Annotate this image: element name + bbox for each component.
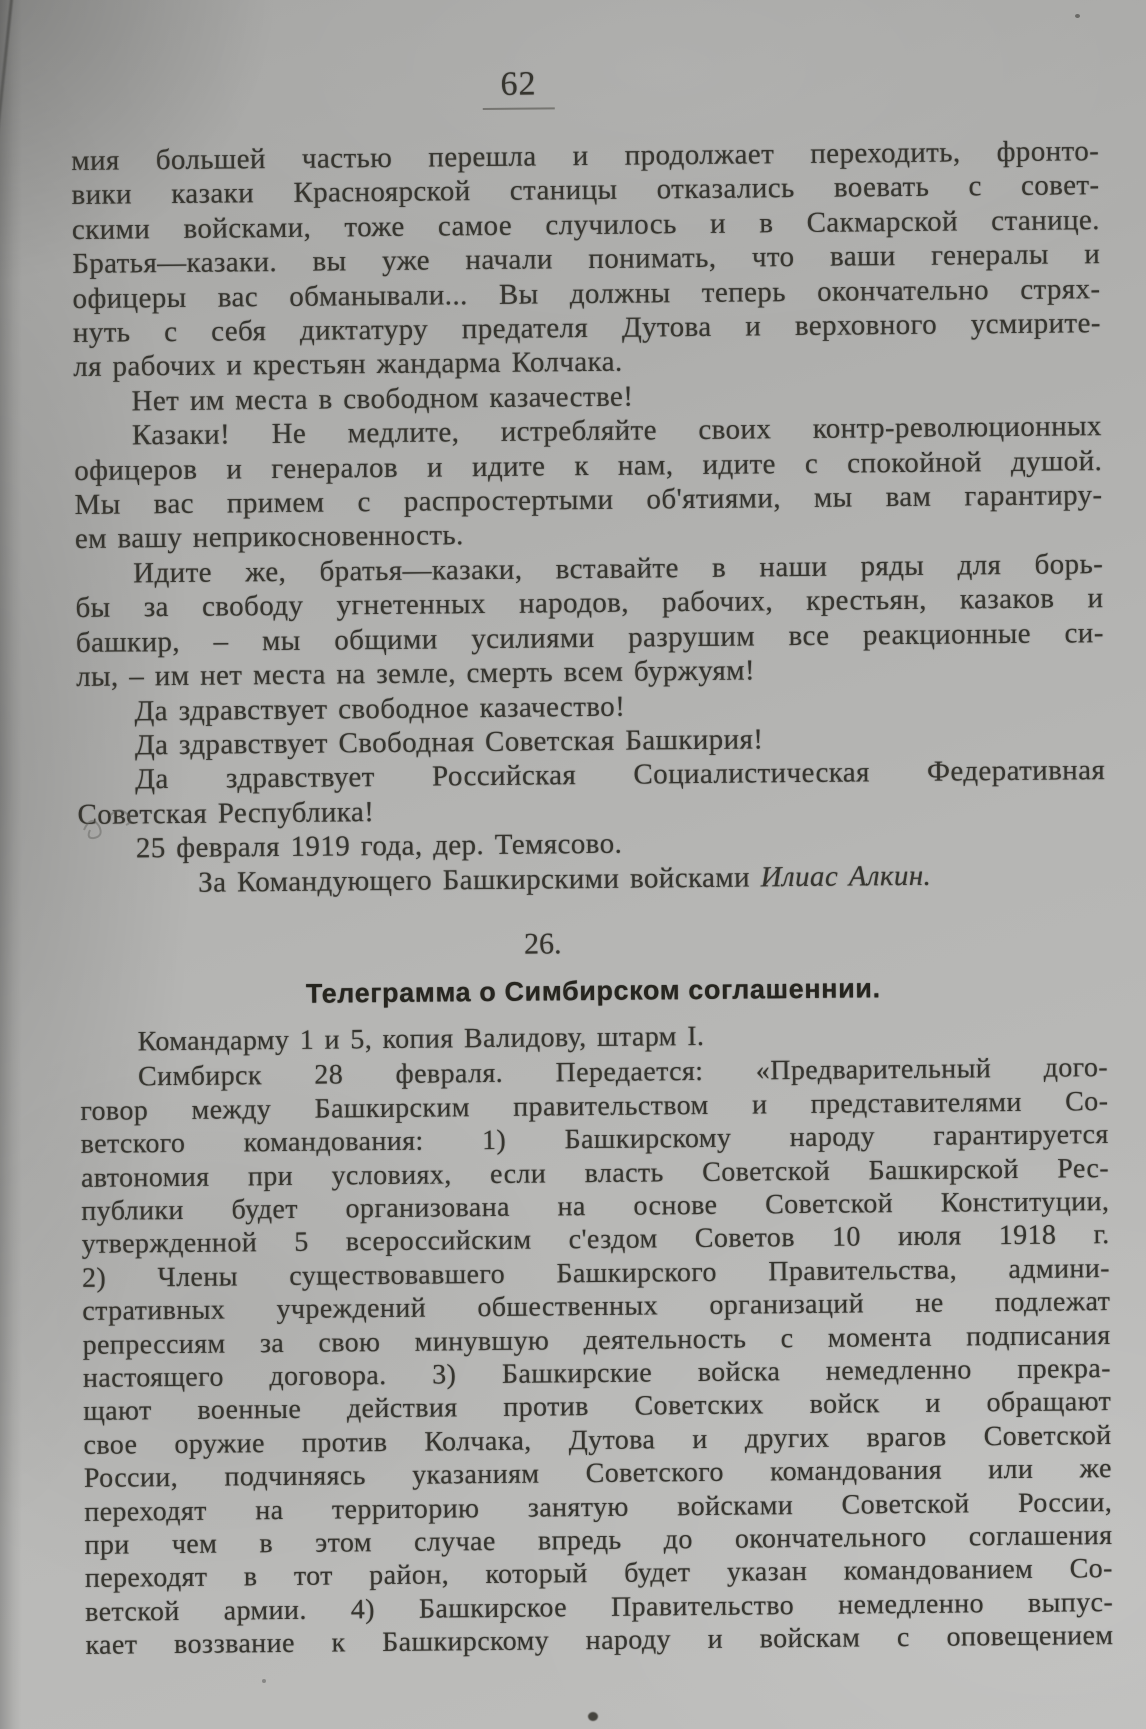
text-line: ля рабочих и крестьян жандарма Колчака. bbox=[73, 346, 623, 384]
text-line: скими войсками, тоже самое случилось и в Сакмарской станице. bbox=[71, 203, 1101, 246]
text-line: настоящего договора. 3) Башкирские войска немедленно прекра- bbox=[82, 1353, 1112, 1394]
telegram-heading: Телеграмма о Симбирском соглашеннии. bbox=[305, 973, 881, 1009]
text-line: Нет им места в свободном казачестве! bbox=[131, 380, 634, 418]
text-line: Казаки! Не медлите, истребляйте своих контр-революционных bbox=[131, 410, 1103, 452]
text-line: публики будет организована на основе Советской Конституции, bbox=[81, 1186, 1110, 1227]
text-line: переходят в тот район, который будет указан командованием Со- bbox=[84, 1553, 1113, 1595]
text-line: свое оружие против Колчака, Дутова и других врагов Советской bbox=[83, 1419, 1112, 1461]
page-number: 62 bbox=[500, 65, 537, 103]
text-line: России, подчиняясь указаниям Советского командования или же bbox=[83, 1453, 1113, 1495]
text-line: Мы вас примем с распростертыми об'ятиями, мы вам гарантиру- bbox=[74, 479, 1103, 522]
signature-name: Илиас Алкин. bbox=[760, 859, 932, 893]
page-header bbox=[4, 60, 1032, 115]
proclamation-text bbox=[71, 134, 1106, 866]
text-line: Братья—казаки. вы уже начали понимать, что ваши генералы и bbox=[72, 238, 1101, 281]
telegram-text bbox=[80, 1051, 1114, 1662]
signature-prefix: За Командующего Башкирскими войсками bbox=[198, 861, 751, 899]
telegram-address-line: Командарму 1 и 5, копия Валидову, штарм I. bbox=[137, 1020, 705, 1058]
text-line: бы за свободу угнетенных народов, рабочих, крестьян, казаков и bbox=[75, 582, 1104, 625]
text-line: ем вашу неприкосновенность. bbox=[74, 519, 464, 556]
text-line: утвержденной 5 всероссийским с'ездом Советов 10 июля 1918 г. bbox=[81, 1219, 1110, 1261]
text-line: репрессиям за свою минувшую деятельность с момента подписания bbox=[82, 1319, 1111, 1361]
pencil-scribble bbox=[80, 796, 142, 848]
text-line: кает воззвание к Башкирскому народу и войскам с оповещением bbox=[85, 1620, 1114, 1662]
page-content bbox=[70, 59, 1113, 1662]
text-line: Советская Республика! bbox=[77, 795, 375, 831]
ink-dot bbox=[588, 1712, 598, 1721]
text-line: офицеры вас обманывали... Вы должны теперь окончательно стрях- bbox=[72, 272, 1101, 315]
text-line: нуть с себя диктатуру предателя Дутова и верховного усмирите- bbox=[72, 307, 1102, 349]
text-line: Идите же, братья—казаки, вставайте в наши ряды для борь- bbox=[133, 547, 1104, 590]
text-line: офицеров и генералов и идите к нам, идите с спокойной душой. bbox=[74, 444, 1103, 487]
text-line: переходят на территорию занятую войсками Советской России, bbox=[84, 1486, 1113, 1528]
text-line: мия большей частью перешла и продолжает переходить, фронто- bbox=[71, 135, 1100, 177]
page-number-rule bbox=[483, 107, 555, 110]
text-line: 25 февраля 1919 года, дер. Темясово. bbox=[135, 827, 623, 865]
text-line: ветского командования: 1) Башкирскому народу гарантируется bbox=[80, 1119, 1109, 1161]
text-line: автономия при условиях, если власть Советской Башкирской Рес- bbox=[80, 1152, 1110, 1194]
paper-speck bbox=[262, 1679, 266, 1683]
text-line: Симбирск 28 февраля. Передается: «Предварительный дого- bbox=[137, 1052, 1109, 1093]
text-line: Да здравствует свободное казачество! bbox=[134, 690, 626, 727]
paper-speck bbox=[1075, 14, 1080, 18]
text-line: 2) Члены существовавшего Башкирского Правительства, админи- bbox=[81, 1252, 1111, 1294]
page-edge-shadow bbox=[0, 0, 22, 1729]
text-line: Да здравствует Российская Социалистическая Федеративная bbox=[135, 754, 1106, 796]
text-line: башкир, – мы общими усилиями разрушим все реакционные си- bbox=[75, 616, 1104, 659]
section-number: 26. bbox=[523, 927, 562, 961]
text-line: ветской армии. 4) Башкирское Правительство немедленно выпус- bbox=[85, 1586, 1114, 1628]
text-line: при чем в этом случае впредь до окончательного соглашения bbox=[84, 1520, 1113, 1561]
text-line: лы, – им нет места на земле, смерть всем буржуям! bbox=[76, 654, 756, 694]
text-line: говор между Башкирским правительством и представителями Со- bbox=[80, 1085, 1109, 1127]
text-line: вики казаки Красноярской станицы отказались воевать с совет- bbox=[71, 169, 1100, 212]
text-line: Да здравствует Свободная Советская Башкирия! bbox=[134, 723, 764, 762]
text-line: стративных учреждений обшественных организаций не подлежат bbox=[82, 1286, 1111, 1328]
text-line: щают военные действия против Советских войск и обращают bbox=[83, 1386, 1112, 1428]
